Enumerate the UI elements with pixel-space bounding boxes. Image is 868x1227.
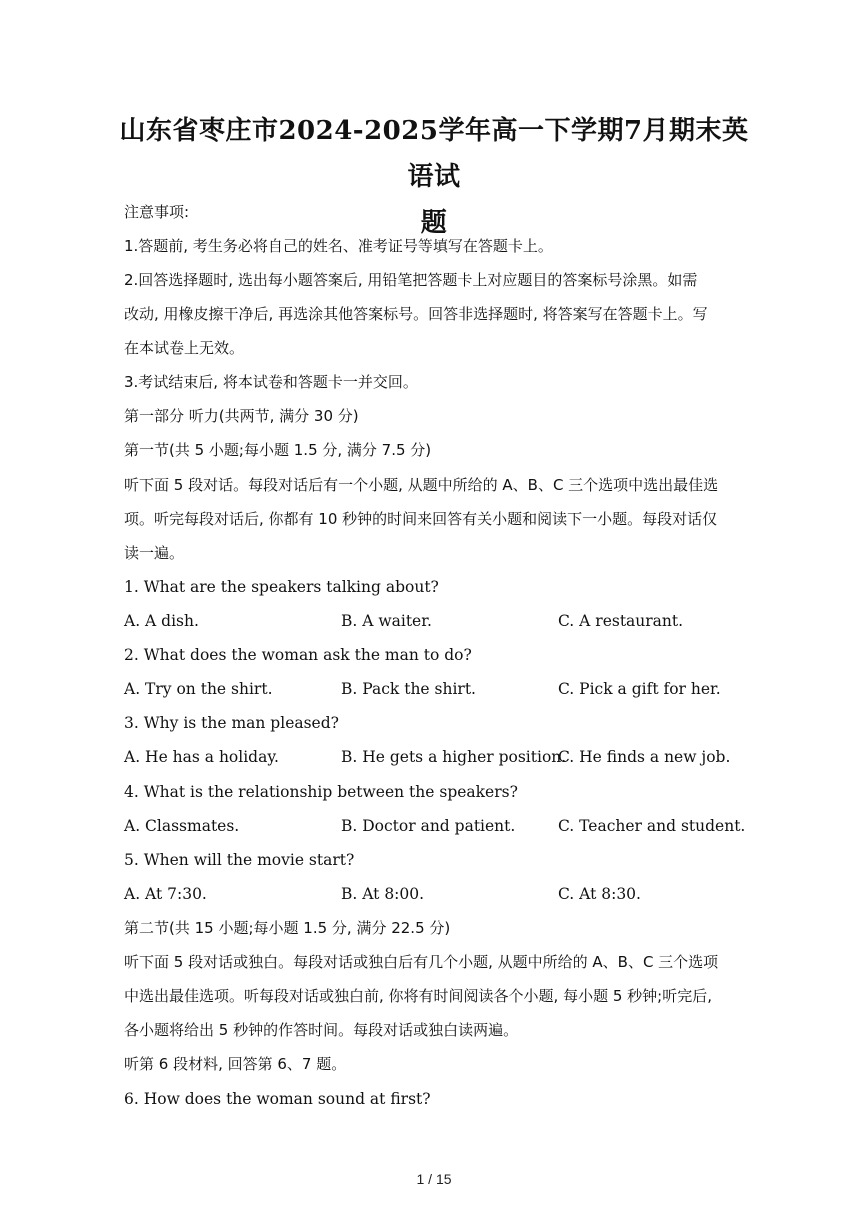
question-5: 5. When will the movie start?: [124, 851, 355, 869]
question-1-option-a: A. A dish.: [124, 612, 199, 630]
question-4-option-c: C. Teacher and student.: [558, 817, 746, 835]
question-6: 6. How does the woman sound at first?: [124, 1090, 431, 1108]
section2-instruction-line-3: 各小题将给出 5 秒钟的作答时间。每段对话或独白读两遍。: [124, 1021, 519, 1039]
question-4-option-b: B. Doctor and patient.: [341, 817, 516, 835]
question-5-option-c: C. At 8:30.: [558, 885, 641, 903]
document-title: [110, 108, 758, 246]
section1-heading: 第一节(共 5 小题;每小题 1.5 分, 满分 7.5 分): [124, 441, 432, 459]
question-3-option-a: A. He has a holiday.: [124, 748, 279, 766]
question-2-option-b: B. Pack the shirt.: [341, 680, 476, 698]
question-1-option-c: C. A restaurant.: [558, 612, 684, 630]
notice-item-2-line-2: 改动, 用橡皮擦干净后, 再选涂其他答案标号。回答非选择题时, 将答案写在答题卡上。写: [124, 305, 708, 323]
notice-item-2-line-3: 在本试卷上无效。: [124, 339, 245, 357]
question-3-option-b: B. He gets a higher position.: [341, 748, 567, 766]
part1-heading: 第一部分 听力(共两节, 满分 30 分): [124, 407, 359, 425]
notice-item-1: 1.答题前, 考生务必将自己的姓名、准考证号等填写在答题卡上。: [124, 237, 553, 255]
title-line-2: 题: [420, 208, 448, 238]
question-2-option-c: C. Pick a gift for her.: [558, 680, 721, 698]
section1-instruction-line-3: 读一遍。: [124, 544, 185, 562]
question-2: 2. What does the woman ask the man to do?: [124, 646, 472, 664]
title-line-1: 山东省枣庄市2024-2025学年高一下学期7月期末英语试: [119, 116, 749, 192]
question-5-option-a: A. At 7:30.: [124, 885, 207, 903]
question-1-option-b: B. A waiter.: [341, 612, 432, 630]
notice-item-3: 3.考试结束后, 将本试卷和答题卡一并交回。: [124, 373, 418, 391]
question-4-option-a: A. Classmates.: [124, 817, 240, 835]
material-6-instruction: 听第 6 段材料, 回答第 6、7 题。: [124, 1055, 347, 1073]
question-2-option-a: A. Try on the shirt.: [124, 680, 273, 698]
section2-instruction-line-2: 中选出最佳选项。听每段对话或独白前, 你将有时间阅读各个小题, 每小题 5 秒钟;听完后,: [124, 987, 712, 1005]
question-1: 1. What are the speakers talking about?: [124, 578, 439, 596]
question-4: 4. What is the relationship between the speakers?: [124, 783, 518, 801]
question-3-option-c: C. He finds a new job.: [558, 748, 731, 766]
notice-item-2-line-1: 2.回答选择题时, 选出每小题答案后, 用铅笔把答题卡上对应题目的答案标号涂黑。如需: [124, 271, 698, 289]
question-3: 3. Why is the man pleased?: [124, 714, 339, 732]
section2-instruction-line-1: 听下面 5 段对话或独白。每段对话或独白后有几个小题, 从题中所给的 A、B、C 三个选项: [124, 953, 719, 971]
section1-instruction-line-2: 项。听完每段对话后, 你都有 10 秒钟的时间来回答有关小题和阅读下一小题。每段对话仅: [124, 510, 718, 528]
section1-instruction-line-1: 听下面 5 段对话。每段对话后有一个小题, 从题中所给的 A、B、C 三个选项中选出最佳选: [124, 476, 719, 494]
question-5-option-b: B. At 8:00.: [341, 885, 425, 903]
page-number: 1 / 15: [416, 1171, 452, 1187]
section2-heading: 第二节(共 15 小题;每小题 1.5 分, 满分 22.5 分): [124, 919, 451, 937]
notice-heading: 注意事项:: [124, 203, 190, 221]
